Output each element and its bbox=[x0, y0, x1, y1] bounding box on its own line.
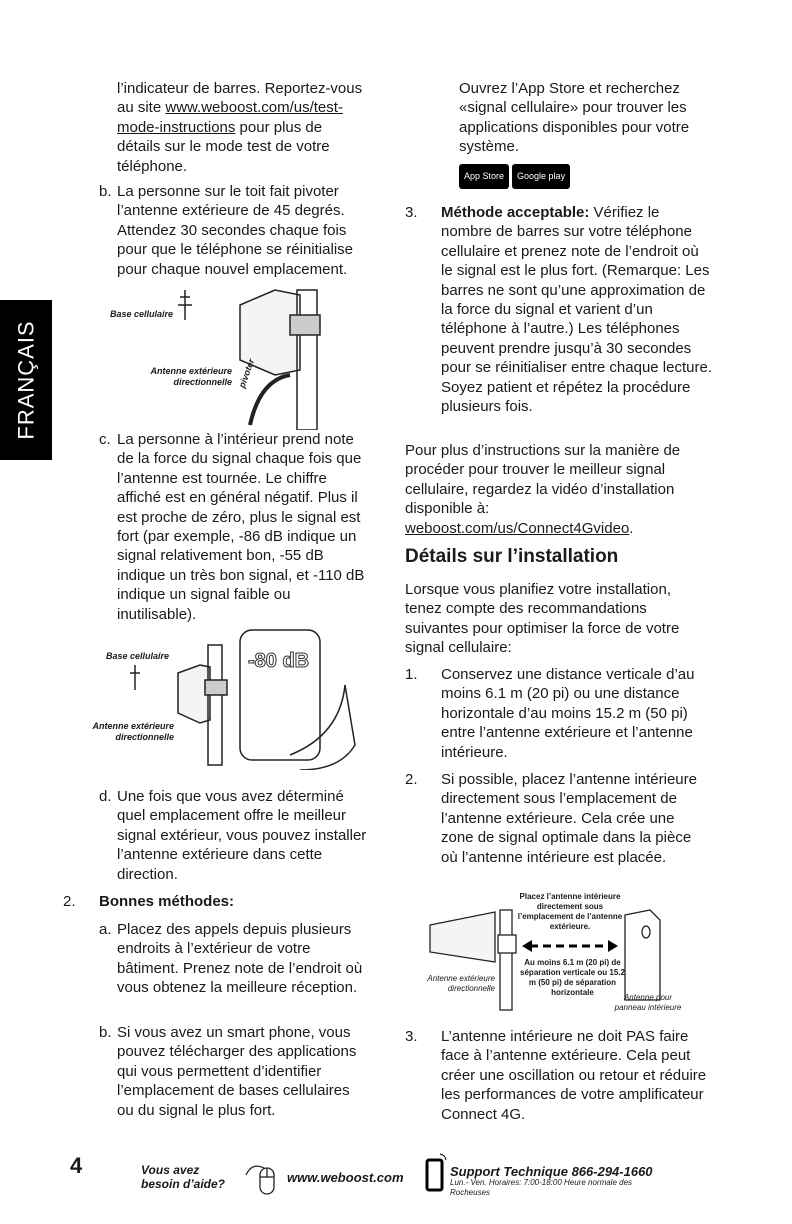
support-hours: Lun.- Ven. Horaires: 7:00-18:00 Heure normale des Rocheuses bbox=[450, 1178, 633, 1197]
mouse-icon bbox=[244, 1160, 284, 1196]
good-methods-title: Bonnes méthodes: bbox=[99, 893, 235, 910]
website-link[interactable]: www.weboost.com bbox=[287, 1170, 404, 1185]
acceptable-method bbox=[441, 203, 713, 416]
list-number: 1. bbox=[405, 666, 418, 683]
acceptable-method-title: Méthode acceptable: bbox=[441, 204, 590, 221]
install-intro: Lorsque vous planifiez votre installation, tenez compte des recommandations suivantes pour optimiser la force de votre signal cellulaire: bbox=[405, 581, 680, 657]
list-letter: c. bbox=[99, 431, 111, 448]
support-phone: Support Technique 866-294-1660 bbox=[450, 1164, 653, 1179]
test-mode-paragraph bbox=[117, 79, 369, 176]
page-number: 4 bbox=[70, 1153, 83, 1178]
install-item-3: L’antenne intérieure ne doit PAS faire face à l’antenne extérieure. Cela peut créer une oscillation ou retour et réduire les performances de votre amplificateur Connect 4G. bbox=[441, 1028, 707, 1123]
base-station-label: Base cellulaire bbox=[106, 651, 170, 661]
list-letter: a. bbox=[99, 921, 112, 938]
indoor-antenna-label: Antenne pour panneau intérieure bbox=[614, 993, 682, 1012]
install-item-2: Si possible, placez l’antenne intérieure directement sous l’emplacement de l’antenne extérieure. Cela crée une zone de signal optimale dans la pièce où l’antenne intérieure est placée. bbox=[441, 771, 697, 866]
antenna-label: Antenne extérieure directionnelle bbox=[92, 721, 174, 742]
outdoor-antenna-label: Antenne extérieure directionnelle bbox=[427, 974, 495, 993]
step-b-rotate: La personne sur le toit fait pivoter l’antenne extérieure de 45 degrés. Attendez 30 secondes chaque fois pour que le téléphone se réinitialise pour chaque nouvel emplacement. bbox=[117, 183, 353, 278]
pivot-label: pivoter bbox=[236, 357, 257, 390]
list-number: 2. bbox=[63, 893, 76, 910]
list-letter: b. bbox=[99, 1024, 112, 1041]
section-heading: Détails sur l’installation bbox=[405, 546, 619, 567]
list-number: 3. bbox=[405, 1028, 418, 1045]
phone-icon bbox=[425, 1152, 449, 1194]
help-text: Vous avez besoin d’aide? bbox=[141, 1163, 226, 1191]
list-letter: d. bbox=[99, 788, 112, 805]
rotate-antenna-illustration bbox=[100, 285, 360, 430]
app-store-paragraph: Ouvrez l’App Store et recherchez «signal cellulaire» pour trouver les applications disponibles pour votre système. bbox=[459, 80, 690, 156]
text: . bbox=[629, 519, 634, 537]
step-c-note-signal: La personne à l’intérieur prend note de la force du signal chaque fois que l’antenne est tournée. Le chiffre affiché est en général négatif. Plus il est proche de zéro, plus le signal est fort (par exemple, -86 dB indique un signal relativement bon, -55 dB indique un très bon signal, et -110 dB indique un signal faible ou inutilisable). bbox=[117, 431, 365, 623]
step-a-calls: Placez des appels depuis plusieurs endroits à l’extérieur de votre bâtiment. Prenez note de l’endroit où vous obtenez la meilleure réception. bbox=[117, 921, 363, 997]
signal-reading: -80 dB bbox=[248, 650, 310, 672]
text: pour plus de détails sur le mode test de votre téléphone. bbox=[117, 118, 330, 175]
base-station-label: Base cellulaire bbox=[110, 309, 174, 319]
test-mode-link[interactable]: www.weboost.com/us/test-mode-instructions bbox=[117, 99, 343, 136]
step-d-install: Une fois que vous avez déterminé quel emplacement offre le meilleur signal extérieur, vous pouvez installer l’antenne extérieure dans cette direction. bbox=[117, 788, 367, 883]
text: Pour plus d’instructions sur la manière de procéder pour trouver le meilleur signal cellulaire, regardez la vidéo d’installation disponible à: bbox=[405, 442, 681, 518]
list-number: 2. bbox=[405, 771, 418, 788]
video-paragraph bbox=[405, 441, 700, 538]
text: l’indicateur de barres. Reportez-vous au site bbox=[117, 80, 363, 117]
google-play-badge[interactable]: Google play bbox=[512, 164, 570, 189]
antenna-label: Antenne extérieure directionnelle bbox=[150, 366, 232, 387]
app-store-badge[interactable]: App Store bbox=[459, 164, 509, 189]
placement-note: Placez l’antenne intérieure directement sous l’emplacement de l’antenne extérieure. bbox=[517, 892, 623, 931]
separation-note: Au moins 6.1 m (20 pi) de séparation verticale ou 15.2 m (50 pi) de séparation horizontale bbox=[520, 958, 625, 997]
phone-signal-illustration bbox=[90, 625, 360, 770]
video-link[interactable]: weboost.com/us/Connect4Gvideo bbox=[405, 519, 630, 537]
list-letter: b. bbox=[99, 183, 112, 200]
language-tab bbox=[0, 300, 52, 460]
install-item-1: Conservez une distance verticale d’au moins 6.1 m (20 pi) ou une distance horizontale d’au moins 15.2 m (50 pi) entre l’antenne extérieure et l’antenne intérieure. bbox=[441, 666, 695, 761]
text: Vérifiez le nombre de barres sur votre téléphone cellulaire et prenez note de l’endroit où le signal est le plus fort. (Remarque: Les barres ne sont qu’une approximation de la force du signal et varient d’un téléphone à l’autre.) Les téléphones peuvent prendre jusqu’à 30 secondes pour se réinitialiser entre chaque lecture. Soyez patient et répétez la procédure plusieurs fois. bbox=[441, 204, 712, 416]
language-label: FRANÇAIS bbox=[13, 320, 39, 440]
list-number: 3. bbox=[405, 204, 418, 221]
store-badges bbox=[459, 164, 573, 189]
step-b-apps: Si vous avez un smart phone, vous pouvez télécharger des applications qui vous permettent d’identifier l’emplacement de bases cellulaires ou du signal le plus fort. bbox=[117, 1024, 357, 1119]
